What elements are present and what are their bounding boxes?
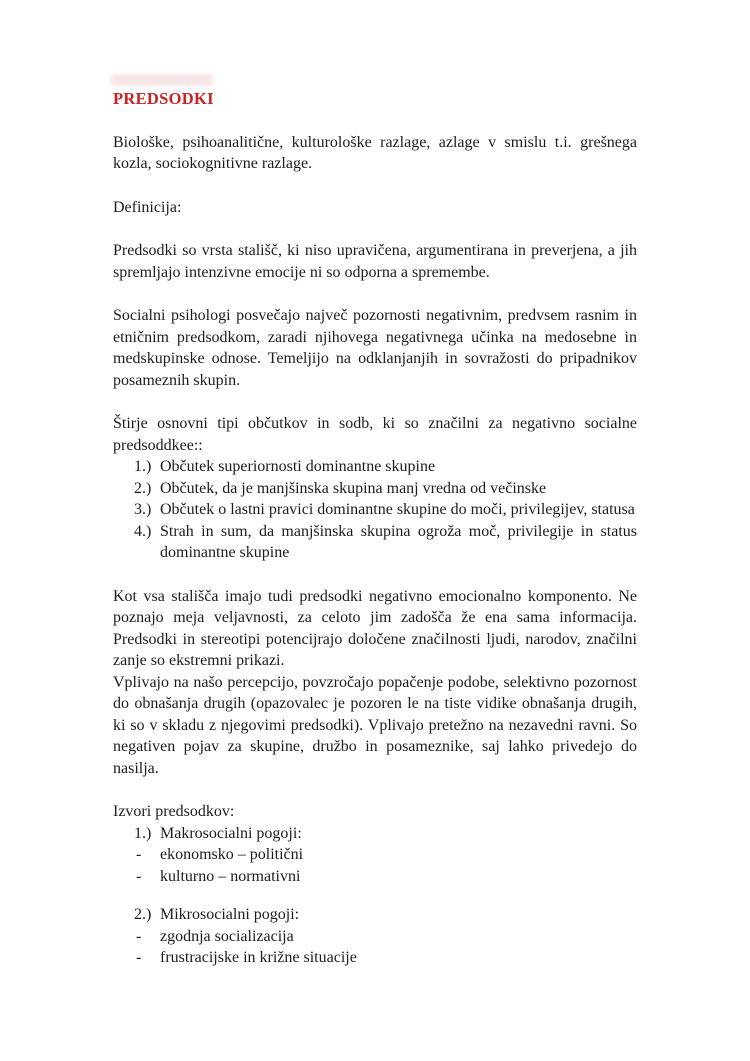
- influence-paragraph: Vplivajo na našo percepcijo, povzročajo popačenje podobe, selektivno pozornost do obnašanja drugih (opazovalec je pozoren le na tiste vidike obnašanja drugih, ki so v skladu z njegovimi predsodki). Vplivajo pretežno na nezavedni ravni. So negativen pojav za skupine, družbo in posameznike, saj lahko privedejo do nasilja.: [113, 673, 637, 777]
- list-item-text: Občutek, da je manjšinska skupina manj vredna od večinske: [160, 479, 547, 497]
- definition-paragraph: Predsodki so vrsta stališč, ki niso upravičena, argumentirana in preverjena, a jih spremljajo intenzivne emocije ni so odporna a spremembe.: [113, 242, 637, 281]
- list-item-text: Makrosocialni pogoji:: [160, 824, 302, 842]
- list-item-number: 2.): [134, 479, 152, 497]
- list-item-text: frustracijske in križne situacije: [160, 949, 357, 966]
- definition-label: Definicija:: [113, 198, 182, 216]
- list-item-text: Mikrosocialni pogoji:: [160, 906, 300, 923]
- list-item-number: 1.): [134, 458, 152, 475]
- intro-paragraph: Biološke, psihoanalitične, kulturološke razlage, azlage v smislu t.i. grešnega kozla, sociokognitivne razlage.: [113, 133, 637, 172]
- list-item-text: Občutek superiornosti dominantne skupine: [160, 458, 436, 475]
- source-group-micro: [113, 904, 637, 969]
- list-item-text: zgodnja socializacija: [160, 927, 294, 945]
- dash-bullet: -: [136, 846, 142, 863]
- list-item: [113, 823, 637, 845]
- list-item-number: 2.): [134, 906, 152, 923]
- types-intro-paragraph: Štirje osnovni tipi občutkov in sodb, ki so značilni za negativno socialne predsoddkee::: [113, 415, 637, 454]
- list-item: [113, 904, 637, 926]
- list-item: [113, 947, 637, 969]
- page-title: PREDSODKI: [113, 89, 214, 108]
- list-item-text: kulturno – normativni: [160, 867, 301, 885]
- list-item-text: Občutek o lastni pravici dominantne skupine do moči, privilegijev, statusa: [160, 501, 635, 518]
- document-content: [113, 88, 637, 969]
- dash-bullet: -: [136, 949, 142, 966]
- sources-label: Izvori predsodkov:: [113, 803, 235, 820]
- list-item: [113, 499, 637, 521]
- list-item: [113, 866, 637, 888]
- list-item: [113, 521, 637, 564]
- list-item-number: 3.): [134, 501, 152, 518]
- list-item: [113, 926, 637, 948]
- component-paragraph: Kot vsa stališča imajo tudi predsodki negativno emocionalno komponento. Ne poznajo meja veljavnosti, za celoto jim zadošča že ena sama informacija. Predsodki in stereotipi potencijrajo določene značilnosti ljudi, narodov, značilni zanje so ekstremni prikazi.: [113, 587, 637, 669]
- list-item: [113, 844, 637, 866]
- title-bleed-artifact: [111, 74, 213, 86]
- source-group-macro: [113, 823, 637, 888]
- list-item-text: ekonomsko – politični: [160, 846, 304, 863]
- dash-bullet: -: [136, 927, 142, 945]
- list-item-text: Strah in sum, da manjšinska skupina ogroža moč, privilegije in status dominantne skupine: [160, 522, 637, 561]
- sources-list: [113, 823, 637, 969]
- types-list: [113, 456, 637, 564]
- social-psychology-paragraph: Socialni psihologi posvečajo največ pozornosti negativnim, predvsem rasnim in etničnim predsodkom, zaradi njihovega negativnega učinka na medosebne in medskupinske odnose. Temeljijo na odklanjanjih in sovražosti do pripadnikov posameznih skupin.: [113, 307, 637, 389]
- list-item: [113, 456, 637, 478]
- list-item: [113, 478, 637, 500]
- list-item-number: 4.): [134, 522, 152, 540]
- dash-bullet: -: [136, 867, 142, 885]
- list-item-number: 1.): [134, 824, 152, 842]
